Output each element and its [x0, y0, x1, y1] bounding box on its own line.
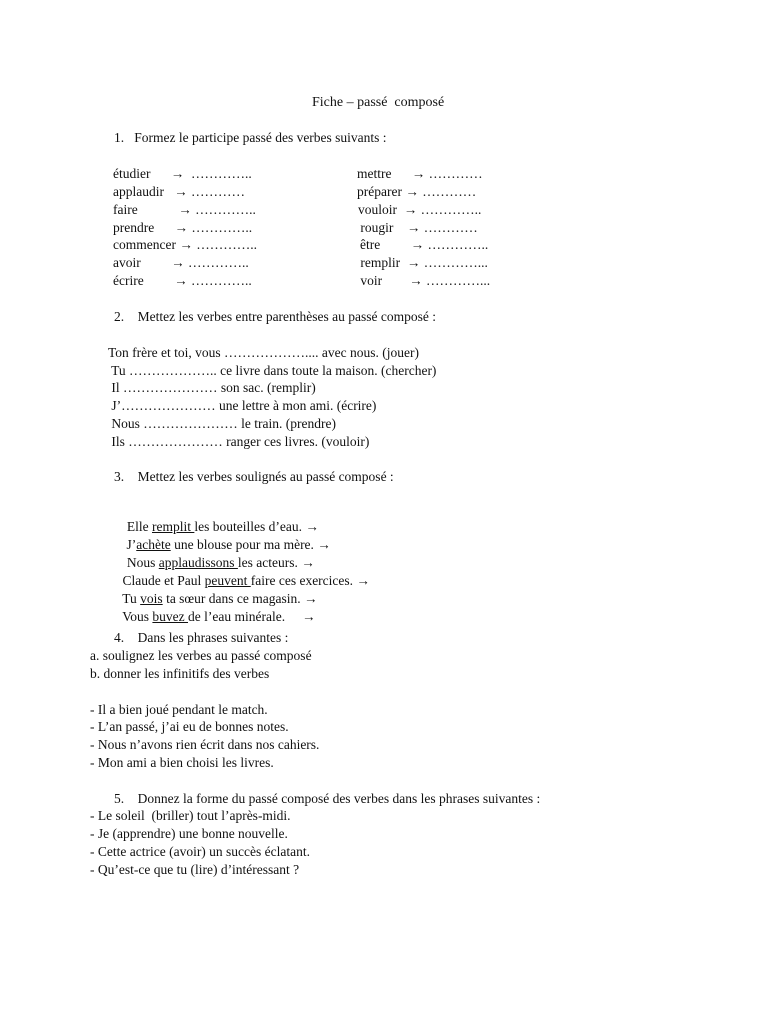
page-title: Fiche – passé composé	[312, 95, 445, 110]
verb-item: mettre → …………	[357, 166, 483, 181]
sentence-start: Claude et Paul	[122, 572, 205, 588]
exercise-3-heading: 3. Mettez les verbes soulignés au passé composé :	[114, 469, 394, 484]
sentence-start: J’	[126, 536, 137, 552]
exercise-4-heading: 4. Dans les phrases suivantes :	[114, 630, 289, 645]
exercise-5-heading: 5. Donnez la forme du passé composé des verbes dans les phrases suivantes :	[114, 791, 541, 806]
exercise-2-heading: 2. Mettez les verbes entre parenthèses au passé composé :	[114, 309, 437, 324]
verb-item: avoir → …………..	[113, 255, 249, 270]
verb-item: être → …………..	[360, 237, 489, 252]
sentence-line: Nous ………………… le train. (prendre)	[108, 416, 336, 431]
verb-item: commencer → …………..	[113, 237, 257, 252]
instruction-a: a. soulignez les verbes au passé composé	[90, 648, 312, 663]
sentence-line: Tu ……………….. ce livre dans toute la maison. (chercher)	[108, 363, 437, 378]
verb-item: préparer → …………	[357, 184, 477, 199]
verb-item: remplir → …………...	[357, 255, 488, 270]
sentence-line: Ils ………………… ranger ces livres. (vouloir)	[108, 434, 370, 449]
underlined-verb: vois	[140, 590, 163, 606]
sentence-line: Ton frère et toi, vous ……………….... avec nous. (jouer)	[108, 345, 419, 360]
sentence-end: les acteurs. →	[237, 554, 315, 570]
sentence-start: Tu	[122, 590, 141, 606]
sentence-line: - Mon ami a bien choisi les livres.	[90, 755, 274, 770]
sentence-end: les bouteilles d’eau. →	[194, 518, 319, 534]
sentence-line: - Je (apprendre) une bonne nouvelle.	[90, 826, 288, 841]
verb-item: voir → …………...	[357, 273, 491, 288]
sentence-line: Il ………………… son sac. (remplir)	[108, 380, 316, 395]
sentence-end: une blouse pour ma mère. →	[170, 536, 331, 552]
verb-item: applaudir → …………	[113, 184, 245, 199]
verb-item: étudier → …………..	[113, 166, 252, 181]
sentence-start: Nous	[123, 554, 159, 570]
sentence-line: - Le soleil (briller) tout l’après-midi.	[90, 808, 291, 823]
sentence-end: de l’eau minérale. →	[188, 608, 316, 624]
sentence-end: ta sœur dans ce magasin. →	[162, 590, 318, 606]
underlined-verb: buvez	[152, 608, 189, 624]
sentence-start: Elle	[123, 518, 152, 534]
verb-item: prendre → …………..	[113, 220, 253, 235]
exercise-1-heading: 1. Formez le participe passé des verbes suivants :	[114, 130, 387, 145]
verb-item: rougir → …………	[357, 220, 478, 235]
sentence-line: - Qu’est-ce que tu (lire) d’intéressant ?	[90, 862, 300, 877]
underlined-verb: peuvent	[204, 572, 251, 588]
sentence-line: J’………………… une lettre à mon ami. (écrire)	[108, 398, 377, 413]
verb-item: écrire → …………..	[113, 273, 252, 288]
underlined-verb: remplit	[152, 518, 195, 534]
sentence-start: Vous	[122, 608, 153, 624]
sentence-end: faire ces exercices. →	[250, 572, 370, 588]
sentence-line: - Cette actrice (avoir) un succès éclatant.	[90, 844, 311, 859]
verb-item: vouloir → …………..	[358, 202, 482, 217]
underlined-verb: achète	[136, 536, 171, 552]
sentence-line: - L’an passé, j’ai eu de bonnes notes.	[90, 719, 289, 734]
verb-item: faire → …………..	[113, 202, 256, 217]
instruction-b: b. donner les infinitifs des verbes	[90, 666, 270, 681]
sentence-line: - Nous n’avons rien écrit dans nos cahiers.	[90, 737, 320, 752]
sentence-line: - Il a bien joué pendant le match.	[90, 702, 268, 717]
underlined-verb: applaudissons	[158, 554, 238, 570]
